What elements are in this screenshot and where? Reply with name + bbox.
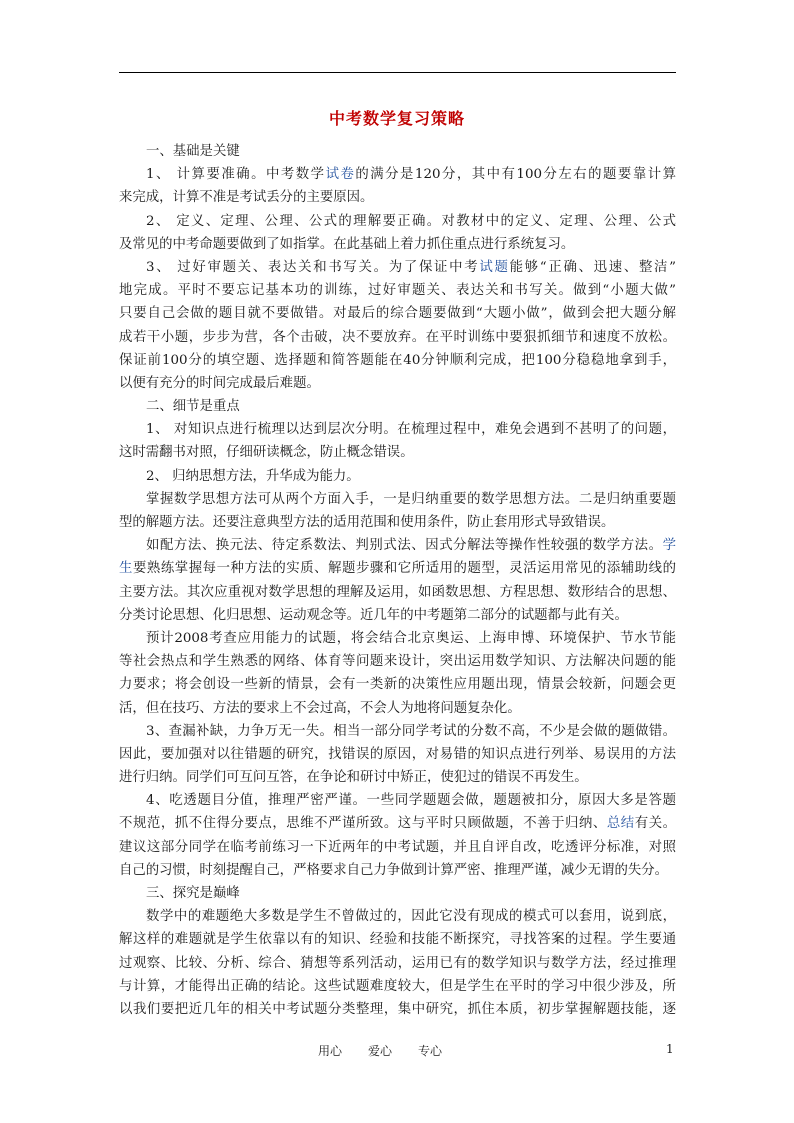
- keyword-link[interactable]: 试卷: [325, 167, 356, 183]
- body-line: [119, 233, 676, 256]
- body-line: [119, 534, 676, 557]
- page-footer: [0, 1042, 794, 1062]
- body-line: [119, 581, 676, 604]
- body-line: [119, 349, 676, 372]
- body-text: 2、 归纳思想方法，升华成为能力。: [146, 468, 360, 484]
- body-text: 进行归纳。同学们可互问互答，在争论和研讨中矫正，使犯过的错误不再发生。: [119, 770, 588, 786]
- body-line: [119, 511, 676, 534]
- body-line: [119, 557, 676, 580]
- body-text: 1、 计算要准确。中考数学: [146, 167, 326, 183]
- footer-motto-word: 专心: [418, 1044, 443, 1058]
- keyword-link[interactable]: 试题: [479, 259, 510, 275]
- keyword-link[interactable]: 总结: [606, 816, 635, 832]
- body-line: [119, 928, 676, 951]
- body-line: [119, 604, 676, 627]
- body-text: 能够“正确、迅速、整洁”: [509, 259, 676, 275]
- body-line: [119, 882, 676, 905]
- body-text: 掌握数学思想方法可从两个方面入手，一是归纳重要的数学思想方法。二是归纳重要题: [146, 491, 676, 507]
- body-line: [119, 975, 676, 998]
- body-line: [119, 905, 676, 928]
- body-text: 一、基础是关键: [146, 144, 240, 159]
- body-line: [119, 812, 676, 835]
- body-line: [119, 256, 676, 279]
- body-line: [119, 743, 676, 766]
- page-number: 1: [666, 1042, 674, 1056]
- body-text: 4、吃透题目分值，推理严密严谨。一些同学题题会做，题题被扣分，原因大多是答题: [146, 793, 676, 809]
- body-text: 3、查漏补缺，力争万无一失。相当一部分同学考试的分数不高，不少是会做的题做错。: [146, 723, 676, 739]
- body-line: [119, 465, 676, 488]
- footer-motto: [318, 1042, 468, 1059]
- body-text: 如配方法、换元法、待定系数法、判别式法、因式分解法等操作性较强的数学方法。: [146, 538, 663, 554]
- footer-motto-word: 用心: [318, 1044, 343, 1058]
- body-text: 有关。: [634, 816, 676, 832]
- body-line: [119, 372, 676, 395]
- body-text: 等社会热点和学生熟悉的网络、体育等问题来设计，突出运用数学知识、方法解决问题的能: [119, 654, 676, 670]
- body-line: [119, 441, 676, 464]
- footer-motto-word: 爱心: [368, 1044, 393, 1058]
- body-text: 因此，要加强对以往错题的研究，找错误的原因，对易错的知识点进行列举、易误用的方法: [119, 746, 676, 762]
- body-line: [119, 697, 676, 720]
- body-line: [119, 998, 676, 1021]
- body-line: [119, 210, 676, 233]
- body-line: [119, 418, 676, 441]
- body-line: [119, 163, 676, 186]
- body-text: 不规范，抓不住得分要点，思维不严谨所致。这与平时只顾做题，不善于归纳、: [119, 816, 607, 832]
- body-text: 这时需翻书对照，仔细研读概念，防止概念错误。: [119, 445, 414, 461]
- body-text: 主要方法。其次应重视对数学思想的理解及运用，如函数思想、方程思想、数形结合的思想、: [119, 584, 676, 600]
- keyword-link[interactable]: 生: [119, 561, 133, 577]
- header-rule: [119, 72, 676, 73]
- body-line: [119, 395, 676, 418]
- document-body: [119, 140, 676, 1021]
- body-text: 三、探究是巅峰: [146, 886, 240, 901]
- body-text: 2、 定义、定理、公理、公式的理解要正确。对教材中的定义、定理、公理、公式: [146, 213, 676, 229]
- body-line: [119, 720, 676, 743]
- body-line: [119, 952, 676, 975]
- body-text: 以我们要把近几年的相关中考试题分类整理，集中研究，抓住本质，初步掌握解题技能，逐: [119, 1001, 676, 1017]
- body-line: [119, 859, 676, 882]
- body-text: 保证前100分的填空题、选择题和简答题能在40分钟顺利完成，把100分稳稳地拿到手，: [119, 352, 676, 368]
- keyword-link[interactable]: 学: [662, 538, 676, 554]
- body-line: [119, 789, 676, 812]
- document-title: 中考数学复习策略: [328, 109, 465, 128]
- body-line: [119, 766, 676, 789]
- body-line: [119, 186, 676, 209]
- body-text: 过观察、比较、分析、综合、猜想等系列活动，运用已有的数学知识与数学方法，经过推理: [119, 955, 676, 971]
- body-line: [119, 836, 676, 859]
- body-text: 只要自己会做的题目就不要做错。对最后的综合题要做到“大题小做”，做到会把大题分解: [119, 306, 676, 322]
- body-text: 要熟练掌握每一种方法的实质、解题步骤和它所适用的题型，灵活运用常见的添辅助线的: [132, 561, 676, 577]
- body-text: 1、 对知识点进行梳理以达到层次分明。在梳理过程中，难免会遇到不甚明了的问题，: [146, 422, 676, 438]
- body-text: 二、细节是重点: [146, 399, 240, 415]
- body-text: 成若干小题，步步为营，各个击破，决不要放弃。在平时训练中要狠抓细节和速度不放松。: [119, 329, 676, 345]
- body-text: 解这样的难题就是学生依靠以有的知识、经验和技能不断探究，寻找答案的过程。学生要通: [119, 932, 676, 948]
- body-text: 及常见的中考命题要做到了如指掌。在此基础上着力抓住重点进行系统复习。: [119, 236, 575, 252]
- body-line: [119, 302, 676, 325]
- body-text: 以便有充分的时间完成最后难题。: [119, 375, 320, 391]
- body-text: 数学中的难题绝大多数是学生不曾做过的，因此它没有现成的模式可以套用，说到底，: [146, 909, 676, 925]
- body-line: [119, 488, 676, 511]
- body-text: 建议这部分同学在临考前练习一下近两年的中考试题，并且自评自改，吃透评分标准，对照: [119, 839, 676, 855]
- body-text: 自己的习惯，时刻提醒自己，严格要求自己力争做到计算严密、推理严谨，减少无谓的失分。: [119, 862, 669, 878]
- body-line: [119, 627, 676, 650]
- body-line: [119, 673, 676, 696]
- body-text: 与计算，才能得出正确的结论。这些试题难度较大，但是学生在平时的学习中很少涉及，所: [119, 978, 676, 994]
- body-line: [119, 140, 676, 163]
- body-text: 地完成。平时不要忘记基本功的训练，过好审题关、表达关和书写关。做到“小题大做”: [119, 283, 676, 299]
- body-line: [119, 326, 676, 349]
- body-text: 来完成，计算不准是考试丢分的主要原因。: [119, 190, 374, 206]
- body-text: 3、 过好审题关、表达关和书写关。为了保证中考: [146, 259, 480, 275]
- body-text: 预计2008考查应用能力的试题，将会结合北京奥运、上海申博、环境保护、节水节能: [146, 630, 676, 646]
- body-line: [119, 650, 676, 673]
- body-line: [119, 279, 676, 302]
- body-text: 分类讨论思想、化归思想、运动观念等。近几年的中考题第二部分的试题都与此有关。: [119, 607, 628, 623]
- body-text: 型的解题方法。还要注意典型方法的适用范围和使用条件，防止套用形式导致错误。: [119, 515, 615, 530]
- body-text: 力要求；将会创设一些新的情景，会有一类新的决策性应用题出现，情景会较新，问题会更: [119, 677, 676, 693]
- body-text: 的满分是120分，其中有100分左右的题要靠计算: [355, 167, 676, 183]
- body-text: 活，但在技巧、方法的要求上不会过高，不会人为地将问题复杂化。: [119, 700, 521, 716]
